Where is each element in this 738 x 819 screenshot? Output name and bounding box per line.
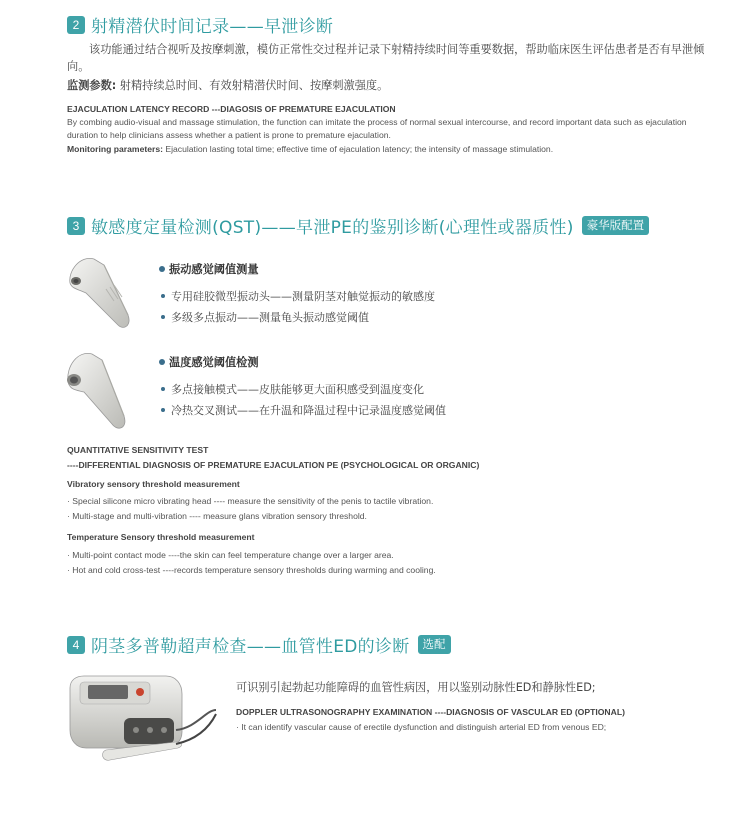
vibration-item-2 — [161, 309, 369, 325]
bullet-dot-icon — [159, 359, 165, 365]
section4-en-heading: DOPPLER ULTRASONOGRAPHY EXAMINATION ----DIAGNOSIS OF VASCULAR ED (OPTIONAL) — [236, 707, 625, 717]
vibration-probe-image — [64, 251, 144, 333]
section2-heading: 射精潜伏时间记录——早泄诊断 — [91, 17, 334, 37]
section3-badge: 豪华版配置 — [582, 216, 650, 235]
section4-title — [67, 632, 451, 657]
section3-en-temp-item-2: · Hot and cold cross-test ----records temperature sensory thresholds during warming and cooling. — [67, 565, 436, 575]
vibration-threshold-text: 振动感觉阈值测量 — [169, 263, 259, 276]
temperature-threshold-text: 温度感觉阈值检测 — [169, 356, 259, 369]
section3-en-temp-title: Temperature Sensory threshold measurement — [67, 532, 255, 542]
bullet-dot-icon — [161, 315, 165, 319]
temperature-item-1-text: 多点接触模式——皮肤能够更大面积感受到温度变化 — [171, 383, 424, 396]
section3-en-heading-1: QUANTITATIVE SENSITIVITY TEST — [67, 445, 209, 455]
section2-en-heading — [67, 103, 717, 116]
vibration-item-2-text: 多级多点振动——测量龟头振动感觉阈值 — [171, 311, 369, 324]
vibration-threshold-title — [159, 261, 259, 277]
doppler-device-image — [66, 670, 226, 766]
section2-intro-text: 该功能通过结合视听及按摩刺激，模仿正常性交过程并记录下射精持续时间等重要数据，帮助临床医生评估患者是否有早泄倾向。 — [67, 43, 705, 73]
section3-en-heading-2: ----DIFFERENTIAL DIAGNOSIS OF PREMATURE EJACULATION PE (PSYCHOLOGICAL OR ORGANIC) — [67, 460, 480, 470]
section3-heading: 敏感度定量检测(QST)——早泄PE的鉴别诊断(心理性或器质性) — [91, 218, 574, 238]
section2-number: 2 — [67, 16, 85, 34]
section2-params-text: 射精持续总时间、有效射精潜伏时间、按摩刺激强度。 — [119, 79, 389, 92]
section3-title — [67, 213, 649, 238]
section3-en-temp-item-1: · Multi-point contact mode ----the skin can feel temperature change over a larger area. — [67, 550, 394, 560]
section4-en-body: · It can identify vascular cause of erectile dysfunction and distinguish arterial ED from venous ED; — [236, 722, 607, 732]
vibration-item-1 — [161, 288, 435, 304]
temperature-probe-image — [64, 348, 140, 434]
section2-en-body: By combing audio-visual and massage stimulation, the function can imitate the process of normal sexual intercourse, and record important data such as ejaculation duration to help clinicians assess whether a patient is prone to premature ejaculation. — [67, 117, 687, 140]
section2-en-params-text: Ejaculation lasting total time; effective time of ejaculation latency; the intensity of massage stimulation. — [165, 144, 554, 154]
bullet-dot-icon — [159, 266, 165, 272]
bullet-dot-icon — [161, 408, 165, 412]
temperature-threshold-title — [159, 354, 259, 370]
section2-en-params-label: Monitoring parameters: — [67, 144, 163, 154]
section4-heading: 阴茎多普勒超声检查——血管性ED的诊断 — [91, 637, 410, 657]
vibration-item-1-text: 专用硅胶微型振动头——测量阴茎对触觉振动的敏感度 — [171, 290, 435, 303]
section2-params-label: 监测参数: — [67, 79, 117, 92]
section4-desc: 可识别引起勃起功能障碍的血管性病因，用以鉴别动脉性ED和静脉性ED; — [236, 681, 596, 694]
bullet-dot-icon — [161, 387, 165, 391]
temperature-item-1 — [161, 381, 424, 397]
section3-en-vib-title: Vibratory sensory threshold measurement — [67, 479, 240, 489]
temperature-item-2 — [161, 402, 446, 418]
section2-en-heading-text: EJACULATION LATENCY RECORD ---DIAGOSIS OF PREMATURE EJACULATION — [67, 104, 396, 114]
section2-params — [67, 77, 715, 94]
section4-badge: 选配 — [418, 635, 451, 654]
section2-en-params — [67, 143, 717, 156]
bullet-dot-icon — [161, 294, 165, 298]
section2-intro — [67, 41, 715, 75]
section4-number: 4 — [67, 636, 85, 654]
temperature-item-2-text: 冷热交叉测试——在升温和降温过程中记录温度感觉阈值 — [171, 404, 446, 417]
section2-title — [67, 12, 333, 37]
section3-number: 3 — [67, 217, 85, 235]
section3-en-vib-item-1: · Special silicone micro vibrating head ---- measure the sensitivity of the penis to tactile vibration. — [67, 496, 434, 506]
section3-en-vib-item-2: · Multi-stage and multi-vibration ---- measure glans vibration sensory threshold. — [67, 511, 367, 521]
